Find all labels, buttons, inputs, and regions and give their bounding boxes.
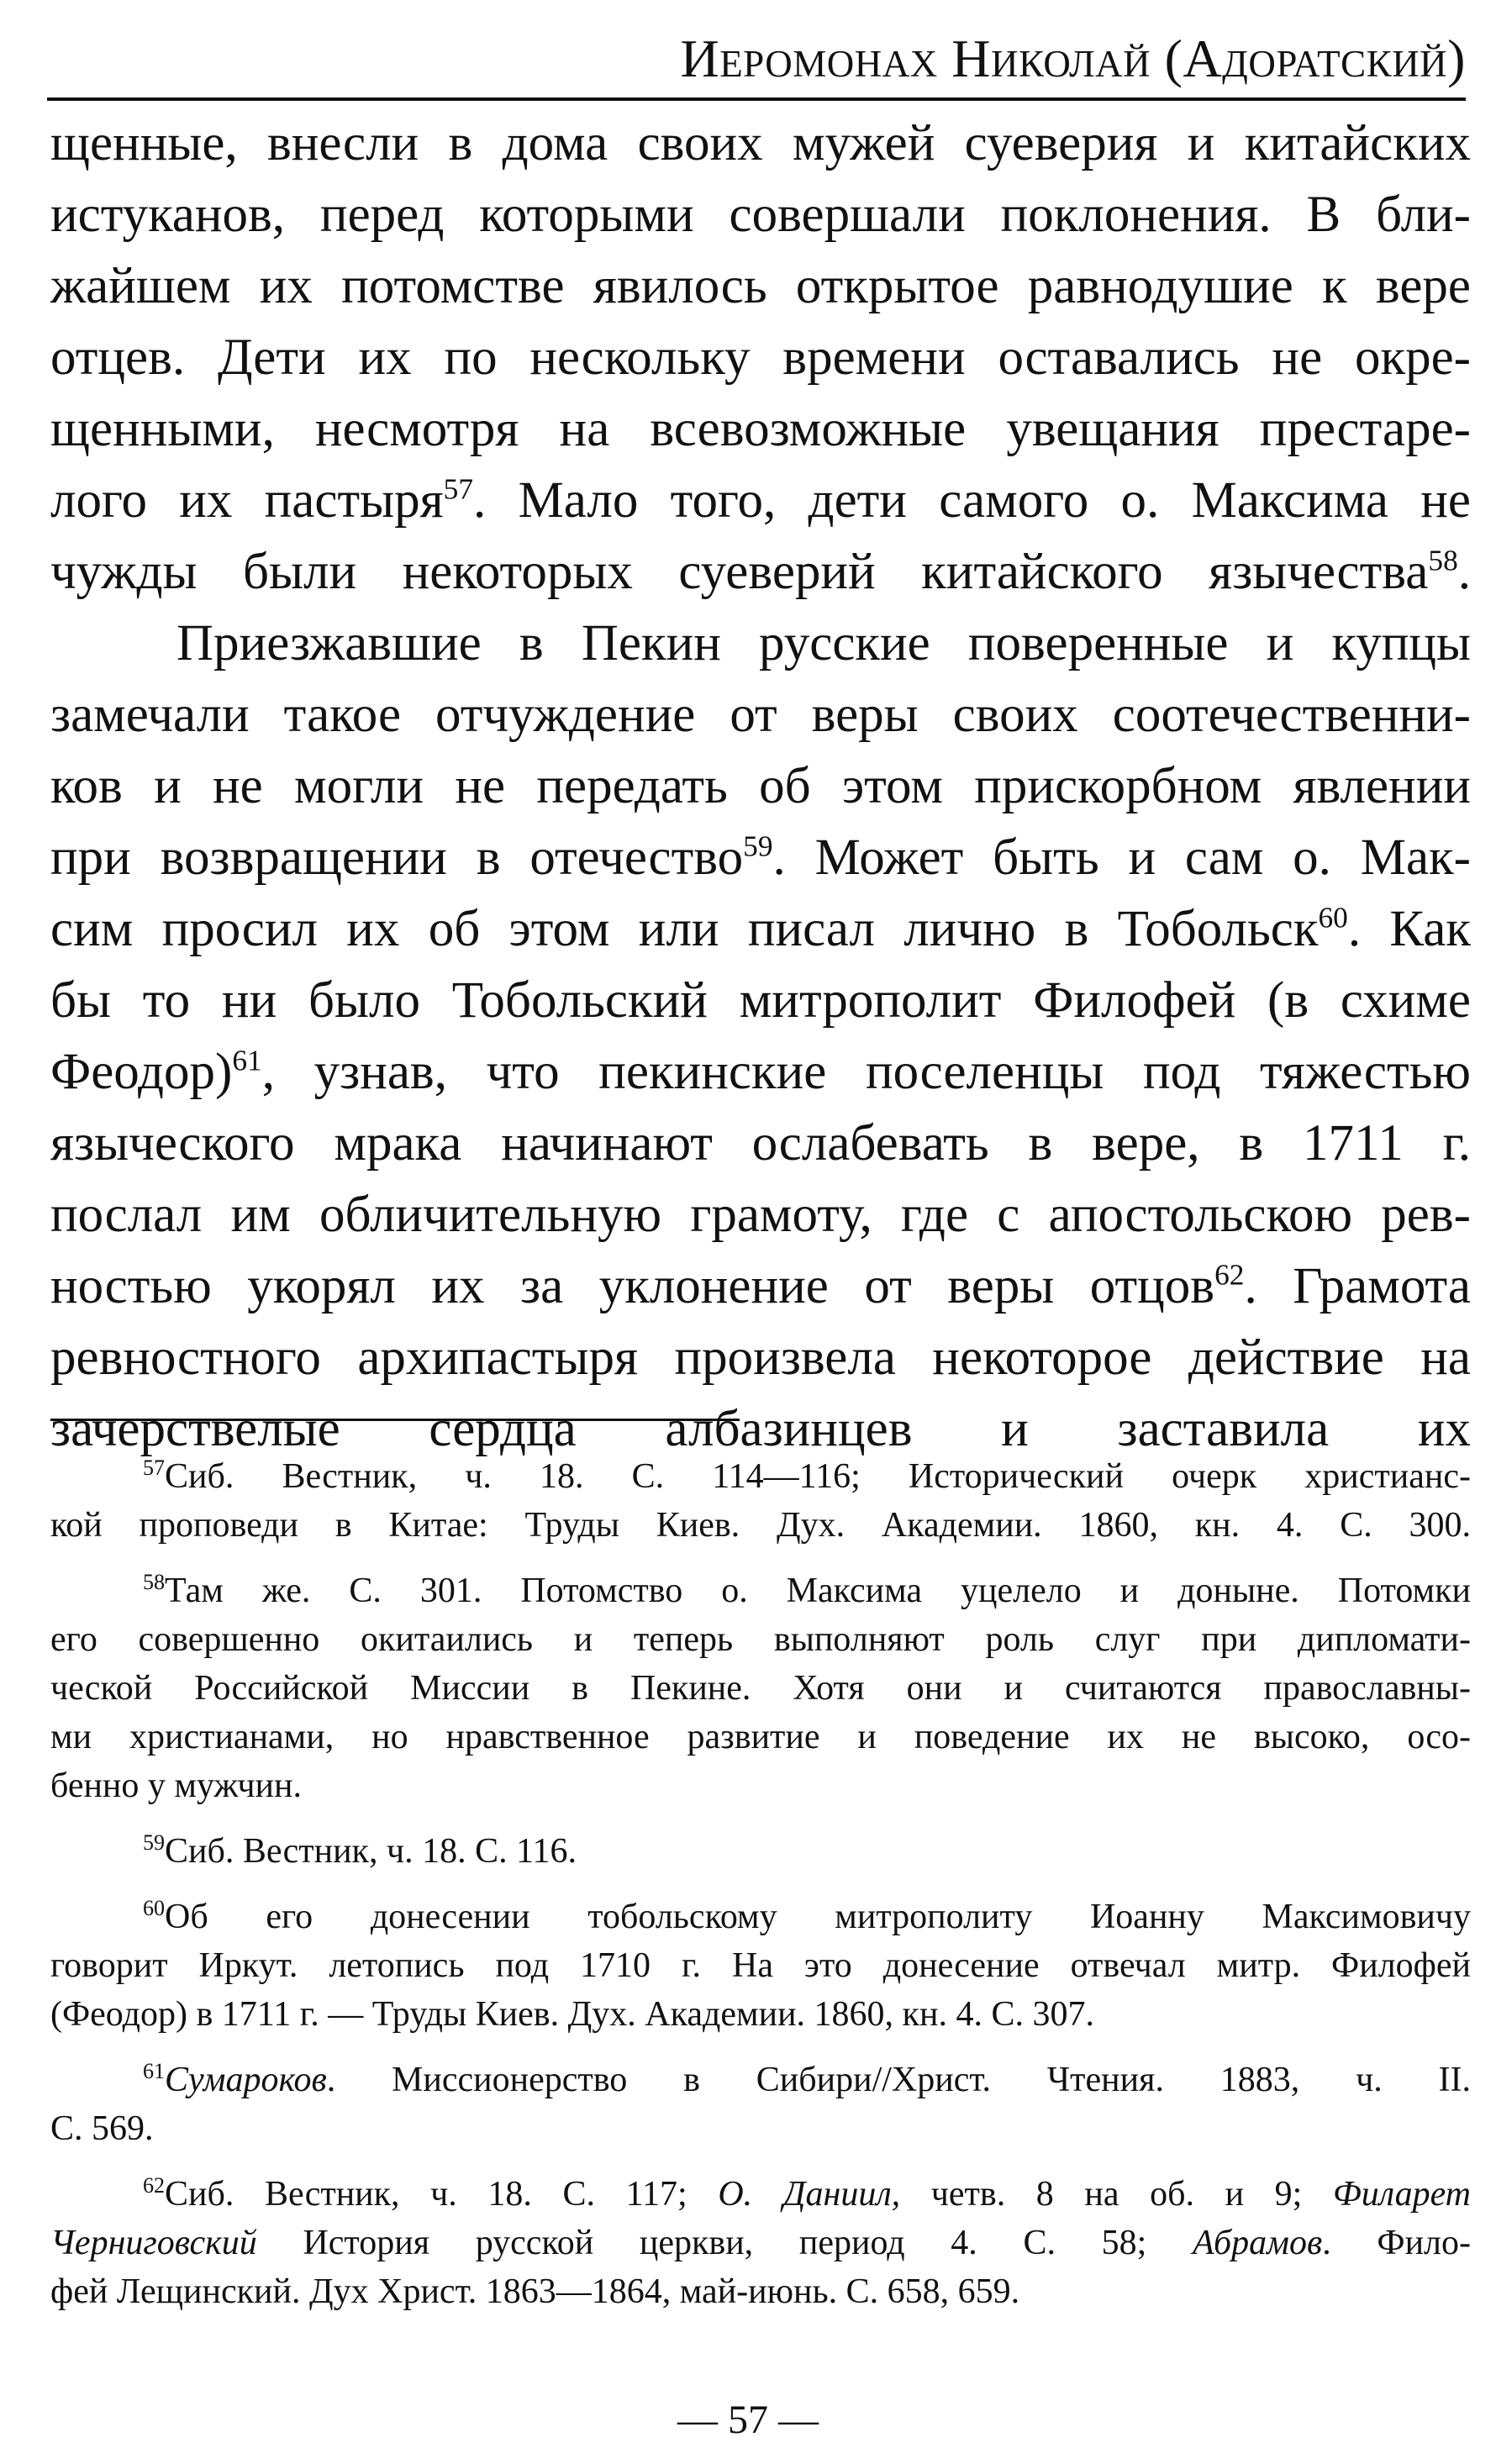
footnote-61	[50, 2056, 1471, 2153]
footnote-number: 58	[143, 1570, 166, 1594]
footnotes	[50, 1452, 1471, 2333]
footnote-line	[50, 1893, 1471, 1941]
footnote-number: 61	[143, 2059, 166, 2083]
footnote-author: Сумароков	[165, 2061, 327, 2099]
footnote-number: 60	[143, 1896, 166, 1920]
footnote-line: кой проповеди в Китае: Труды Киев. Дух. Академии. 1860, кн. 4. С. 300.	[50, 1506, 1471, 1545]
footnote-ref-58[interactable]: 58	[1428, 543, 1458, 577]
footnote-ref-61[interactable]: 61	[232, 1043, 262, 1077]
footnote-line: фей Лещинский. Дух Христ. 1863—1864, май-июнь. С. 658, 659.	[50, 2272, 1020, 2311]
footnote-number: 57	[143, 1456, 166, 1480]
text-line: истуканов, перед которыми совершали поклонения. В бли-	[50, 187, 1471, 243]
footnote-number: 59	[143, 1830, 166, 1855]
footnote-text: . Миссионерство в Сибири//Христ. Чтения. 1883, ч. II.	[326, 2061, 1471, 2099]
text-line: отцев. Дети их по нескольку времени оставались не окре-	[50, 329, 1471, 386]
page-number: — 57 —	[677, 2398, 819, 2442]
text-span: .	[1457, 544, 1471, 600]
text-span: , узнав, что пекинские поселенцы под тяжестью	[261, 1044, 1471, 1100]
text-line: Приезжавшие в Пекин русские поверенные и купцы	[176, 615, 1471, 671]
footnote-line: бенно у мужчин.	[50, 1766, 302, 1805]
text-span: ностью укорял их за уклонение от веры отцов	[50, 1258, 1215, 1314]
text-span: . Мало того, дети самого о. Максима не	[473, 472, 1471, 529]
footnote-ref-60[interactable]: 60	[1318, 900, 1348, 935]
footnote-line: его совершенно окитаились и теперь выполняют роль слуг при дипломати-	[50, 1620, 1471, 1659]
footnote-line	[50, 1452, 1471, 1501]
text-line: послал им обличительную грамоту, где с апостольскою рев-	[50, 1187, 1471, 1243]
text-line	[50, 1250, 1471, 1322]
header-rule	[47, 97, 1466, 101]
footnote-text: . Фило-	[1322, 2224, 1471, 2262]
footnote-ref-59[interactable]: 59	[743, 829, 773, 863]
running-head: Иеромонах Николай (Адоратский)	[680, 29, 1466, 88]
footnote-62	[50, 2170, 1471, 2316]
footnote-text: Сиб. Вестник, ч. 18. С. 114—116; Исторический очерк христианс-	[165, 1457, 1471, 1496]
text-span: . Может быть и сам о. Мак-	[772, 829, 1471, 886]
footnote-author: Черниговский	[50, 2224, 257, 2262]
footnote-author: Абрамов	[1193, 2224, 1323, 2262]
footnote-line: ми христианами, но нравственное развитие и поведение их не высоко, осо-	[50, 1718, 1471, 1756]
text-span: чужды были некоторых суеверий китайского язычества	[50, 544, 1429, 600]
footnote-number: 62	[143, 2173, 166, 2198]
text-line	[50, 536, 1471, 608]
text-line: ревностного архипастыря произвела некоторое действие на	[50, 1329, 1471, 1386]
text-line: бы то ни было Тобольский митрополит Филофей (в схиме	[50, 972, 1471, 1029]
footnote-60	[50, 1893, 1471, 2039]
footnote-text: Сиб. Вестник, ч. 18. С. 117;	[165, 2175, 719, 2214]
footnote-text: История русской церкви, период 4. С. 58;	[256, 2224, 1193, 2262]
text-line	[50, 465, 1471, 536]
text-span: . Как	[1347, 901, 1472, 957]
footnote-ref-57[interactable]: 57	[443, 471, 474, 506]
text-line: зачерствелые сердца албазинцев и заставила их	[50, 1401, 1471, 1457]
footnote-line: говорит Иркут. летопись под 1710 г. На это донесение отвечал митр. Филофей	[50, 1946, 1471, 1985]
text-line: замечали такое отчуждение от веры своих соотечественни-	[50, 687, 1471, 743]
text-line: языческого мрака начинают ослабевать в вере, в 1711 г.	[50, 1115, 1471, 1171]
footnote-line	[50, 1827, 1471, 1876]
footnote-text: Там же. С. 301. Потомство о. Максима уцелело и доныне. Потомки	[165, 1572, 1471, 1610]
footnote-line: С. 569.	[50, 2109, 154, 2148]
footnote-text: четв. 8 на об. и 9;	[900, 2175, 1333, 2214]
text-span: сим просил их об этом или писал лично в Тобольск	[50, 901, 1319, 957]
footnote-59	[50, 1827, 1471, 1876]
text-span: . Грамота	[1244, 1258, 1471, 1314]
text-span: при возвращении в отечество	[50, 829, 744, 886]
main-text	[50, 108, 1471, 1465]
text-line: щенные, внесли в дома своих мужей суеверия и китайских	[50, 115, 1471, 171]
footnote-line	[50, 2219, 1471, 2267]
text-span: Феодор)	[50, 1044, 233, 1100]
footnote-57	[50, 1452, 1471, 1550]
footnote-58	[50, 1566, 1471, 1810]
footnote-author: Филарет	[1332, 2175, 1471, 2214]
text-span: лого их пастыря	[50, 472, 444, 529]
footnote-text: Об его донесении тобольскому митрополиту Иоанну Максимовичу	[165, 1898, 1471, 1936]
footnote-text: Сиб. Вестник, ч. 18. С. 116.	[165, 1832, 577, 1871]
footnote-line	[50, 2170, 1471, 2219]
text-line	[50, 893, 1471, 965]
footnote-line: (Феодор) в 1711 г. — Труды Киев. Дух. Академии. 1860, кн. 4. С. 307.	[50, 1995, 1094, 2034]
footnote-line	[50, 1566, 1471, 1615]
text-line	[50, 822, 1471, 893]
footnote-ref-62[interactable]: 62	[1214, 1257, 1245, 1292]
footnote-line	[50, 2056, 1471, 2104]
text-line	[50, 1036, 1471, 1108]
text-line: жайшем их потомстве явилось открытое равнодушие к вере	[50, 258, 1471, 314]
footnote-separator	[50, 1419, 740, 1421]
text-line: ков и не могли не передать об этом прискорбном явлении	[50, 758, 1471, 814]
footnote-author: О. Даниил,	[718, 2175, 901, 2214]
text-line: щенными, несмотря на всевозможные увещания престаре-	[50, 401, 1471, 457]
footnote-line: ческой Российской Миссии в Пекине. Хотя они и считаются православны-	[50, 1669, 1471, 1708]
